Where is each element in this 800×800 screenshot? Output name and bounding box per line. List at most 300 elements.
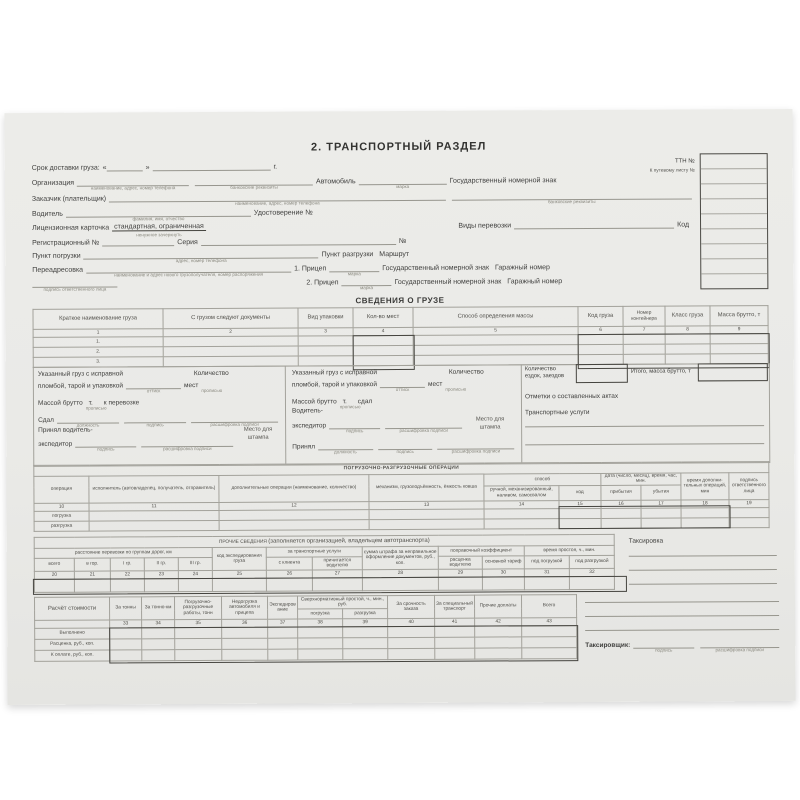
cost-cell	[110, 639, 142, 650]
ops-cell	[484, 508, 559, 518]
cost-cell	[298, 638, 343, 649]
license-card-sub: ненужное зачеркнуть	[136, 232, 182, 238]
organization-bank-field	[195, 175, 313, 190]
accept-left-expeditor-row	[38, 436, 233, 452]
waybill-no-label: К путевому листу №	[649, 168, 695, 174]
services-label: Транспортные услуги	[525, 408, 590, 416]
other-cell	[569, 576, 614, 589]
ops-cell	[641, 518, 681, 528]
license-options-text: стандартная, ограниченная	[114, 223, 204, 231]
cargo-row-3: 3.	[33, 357, 163, 368]
stamp-line1: Место для	[475, 416, 505, 423]
cargo-num: 2	[163, 328, 298, 337]
cost-num: 39	[343, 619, 388, 627]
cargo-row-1: 1.	[33, 337, 163, 348]
cost-num: 37	[268, 619, 298, 627]
accept-mid-line2: пломбой, тарой и упаковкой	[291, 380, 378, 389]
responsible-sub: подпись ответственного лица	[43, 286, 107, 292]
cost-col-extra-pay: Прочие доплаты	[474, 595, 521, 618]
trailer2-sub: марка	[360, 285, 374, 291]
cargo-cell	[353, 345, 413, 355]
trailer1-sub: марка	[347, 271, 361, 277]
operations-title: ПОГРУЗОЧНО-РАЗГРУЗОЧНЫЕ ОПЕРАЦИИ	[34, 462, 769, 477]
ttn-number-box	[700, 153, 769, 289]
cost-col-expedition: Экспедирование	[267, 596, 297, 619]
k-perevozke-label: к перевозке	[103, 398, 140, 407]
ops-col-operation: операция	[34, 476, 89, 503]
accept-left-qty: Количество	[193, 369, 229, 378]
code-label: Код	[677, 221, 690, 229]
cargo-num: 6	[578, 326, 623, 334]
cost-cell	[298, 649, 343, 660]
unload-point-label: Пункт разгрузки	[321, 251, 374, 259]
delivery-label: Срок доставки груза:	[31, 164, 100, 172]
ops-col-extra-time: время дополни- тельных операций, мин	[681, 473, 729, 500]
cost-cell	[175, 638, 222, 649]
taksirovshchik-decode-field	[700, 638, 779, 653]
cost-col-loading-works: Погрузочно-разгрузочные работы, тонн	[174, 596, 221, 619]
other-cell	[34, 579, 74, 592]
cost-cell	[222, 627, 268, 638]
route-label: Маршрут	[379, 250, 410, 259]
cargo-section-title: СВЕДЕНИЯ О ГРУЗЕ	[355, 295, 445, 306]
cargo-col-class: Класс груза	[665, 306, 710, 326]
ops-cell	[369, 519, 484, 530]
cost-cell	[435, 637, 475, 648]
sdal-label: Сдал	[38, 416, 54, 424]
ops-num: 14	[484, 500, 559, 508]
cost-cell	[268, 638, 298, 649]
other-num: 24	[178, 570, 212, 578]
sign-sub: подпись	[146, 422, 164, 428]
cost-table	[34, 594, 577, 662]
accept-left-line2: пломбой, тарой и упаковкой	[37, 381, 124, 390]
seal-sub: оттиск	[146, 388, 161, 394]
readdress-label: Переадресовка	[32, 266, 84, 274]
taksirovka-line	[629, 555, 777, 557]
garage1-label: Гаражный номер	[494, 264, 550, 272]
other-col-gr3: III гр.	[178, 557, 212, 570]
prinyal-label: Принял	[292, 442, 316, 451]
other-col-client: с клиента	[266, 557, 312, 570]
ttn-box-cell	[701, 213, 767, 228]
accept-mid-prinyal-row	[292, 438, 514, 455]
accept-left-mass-row	[37, 395, 278, 411]
ops-row-unloading: разгрузка	[34, 521, 89, 531]
ops-cell	[559, 518, 601, 528]
cargo-col-container: Номер контейнера	[623, 306, 665, 326]
cost-cell	[142, 628, 175, 639]
trailer1-field	[329, 262, 379, 277]
ops-num: 13	[369, 501, 484, 510]
ops-cell	[369, 509, 484, 520]
trips-label-1: Количество	[524, 366, 556, 373]
cost-header: Расчёт стоимости	[34, 597, 109, 620]
no-sign-label: №	[398, 237, 407, 246]
taksirovshchik-label: Таксировщик:	[585, 641, 631, 649]
other-col-total: всего	[34, 558, 74, 571]
prinyal-position-field	[318, 440, 373, 455]
cost-cell	[142, 650, 175, 661]
cost-num: 34	[142, 620, 175, 628]
taksirovka-row	[629, 533, 775, 545]
other-col-base-tariff: основной тариф	[482, 556, 524, 569]
scanned-form-page	[4, 109, 795, 705]
taksirovka-line-lower	[585, 629, 779, 631]
accept-mid-line1: Указанный груз с исправной	[291, 369, 378, 377]
gos-znak-label: Государственный номерной знак	[449, 177, 557, 185]
ttn-box-cell	[701, 154, 767, 168]
sign-sub: подпись	[97, 446, 115, 452]
other-group-services: за транспортные услуги	[266, 547, 362, 558]
cargo-cell	[665, 334, 710, 344]
auto-sub: марка	[396, 183, 410, 190]
ops-col-mechanism: механизм, грузоподъёмность, ёмкость ковша	[369, 474, 484, 501]
prinyal-decode-field	[438, 439, 515, 454]
reg-no-field	[102, 236, 174, 246]
cost-cell	[475, 648, 522, 659]
ttn-box-cell	[701, 258, 767, 273]
cost-col-tons: За тонны	[109, 597, 141, 620]
ops-group-date: дата (число, месяц), время, час, мин.	[601, 473, 681, 485]
cost-col-ton-km: За тонно-км	[141, 597, 174, 620]
cargo-num: 4	[353, 327, 413, 335]
other-title: ПРОЧИЕ СВЕДЕНИЯ	[218, 539, 267, 545]
series-label: Серия	[177, 239, 198, 247]
sign-sub: подпись	[396, 448, 414, 455]
readdress-field	[86, 263, 291, 278]
cost-cell	[343, 638, 388, 649]
stamp-place-mid	[468, 416, 512, 432]
cargo-col-code: Код груза	[578, 306, 623, 326]
ops-cell	[484, 518, 559, 528]
accept-mid-mass-row	[291, 393, 514, 410]
taksirovshchik-row	[585, 637, 779, 653]
prinyal-driver-label: Принял водитель-	[38, 426, 93, 434]
cargo-cell	[710, 334, 768, 344]
license-card-label: Лицензионная карточка	[32, 224, 110, 232]
auto-label: Автомобиль	[316, 178, 356, 186]
cargo-col-mass: Масса брутто, т	[710, 306, 768, 326]
taksirovshchik-sign-field	[633, 638, 694, 653]
series-field	[201, 235, 396, 246]
ops-cell	[89, 510, 219, 521]
delivery-term-row	[32, 159, 332, 172]
page-title: 2. ТРАНСПОРТНЫЙ РАЗДЕЛ	[310, 140, 487, 154]
responsible-sign-field	[32, 277, 117, 292]
accept-left-sdal-row	[38, 412, 278, 428]
load-point-label: Пункт погрузки	[32, 252, 81, 260]
cost-cell	[343, 649, 388, 660]
trailer2-label: 2. Прицеп	[306, 279, 339, 287]
mass-label: Массой брутто	[37, 399, 83, 407]
gos-znak1-label: Государственный номерной знак	[382, 264, 490, 273]
sign-sub: подпись	[655, 647, 673, 653]
other-group-coef: поправочный коэффициент	[438, 546, 524, 556]
ops-num: 12	[219, 501, 369, 510]
cost-num: 33	[110, 620, 142, 628]
acts-label: Отметки о составленных актах	[524, 392, 619, 400]
position-sub: должность	[334, 449, 357, 455]
ops-cell	[641, 508, 681, 518]
other-group-idle: время простоя, ч., мин.	[524, 545, 614, 555]
ops-cell	[89, 520, 219, 531]
cargo-col-docs: С грузом следуют документы	[163, 308, 298, 329]
accept-mid-line2-row	[291, 376, 514, 393]
ops-num: 19	[729, 499, 769, 507]
taksirovka-line	[629, 569, 777, 571]
decode-sub: расшифровка подписи	[451, 448, 501, 454]
reg-no-label: Регистрационный №	[32, 239, 100, 247]
driver-label: Водитель	[31, 210, 63, 218]
cost-cell	[268, 627, 298, 638]
decode-sub: расшифровка подписи	[210, 421, 259, 427]
expeditor-decode-field	[141, 437, 233, 452]
other-num: 20	[34, 571, 74, 579]
other-cell	[178, 578, 212, 591]
other-num: 28	[362, 569, 438, 577]
taksirovka-label: Таксировка	[628, 537, 664, 545]
taksirovka-line-lower	[585, 615, 779, 617]
license-card-options	[112, 223, 206, 238]
other-col-idle-load: под погрузкой	[524, 556, 569, 569]
quote-open: «	[102, 164, 107, 172]
cost-col-underload: Недогрузка автомобиля и прицепа	[221, 596, 267, 619]
cargo-num: 3	[298, 328, 353, 336]
gos-znak2-label: Государственный номерной знак	[394, 278, 502, 287]
decode-sub: расшифровка подписи	[163, 445, 212, 452]
stamp-line1: Место для	[243, 426, 273, 433]
mass-label-mid: Массой брутто	[291, 397, 337, 406]
other-col-idle-unload: под разгрузкой	[569, 555, 614, 568]
cost-cell	[475, 637, 522, 648]
accept-left-line2-row	[37, 378, 278, 394]
trips-label-2: ездок, заездов	[524, 373, 565, 380]
other-num: 26	[266, 570, 312, 578]
trailer1-label: 1. Прицеп	[294, 265, 327, 273]
cost-cell	[435, 648, 475, 659]
bank-sub: банковские реквизиты	[230, 184, 278, 190]
ton-label-mid: т.	[342, 397, 347, 405]
license-no-label: Удостоверение №	[253, 209, 313, 217]
cost-cell	[268, 649, 298, 660]
stamp-line2: штампа	[247, 434, 269, 441]
other-cell	[524, 577, 569, 590]
transport-kinds-label: Виды перевозки	[458, 222, 512, 230]
ops-num: 10	[34, 503, 89, 511]
other-cell	[110, 579, 144, 592]
customer-bank-field	[452, 189, 692, 205]
cost-num: 35	[175, 619, 222, 627]
expeditor-decode-field-mid	[385, 419, 462, 434]
customer-sub: наименование, адрес, номер телефона	[235, 200, 320, 206]
cargo-col-places: Кол-во мест	[353, 307, 413, 327]
other-col-city: в гор.	[74, 558, 110, 571]
cost-num: 42	[475, 618, 522, 626]
cost-cell	[343, 627, 388, 638]
ops-cell	[559, 508, 601, 518]
organization-sub: наименование, адрес, номер телефона	[90, 185, 176, 191]
ton-label: т.	[88, 399, 93, 407]
other-col-driver-due: причитается водителю	[312, 557, 362, 570]
customer-bank-sub: банковские реквизиты	[547, 198, 596, 205]
other-num: 25	[212, 570, 266, 578]
ops-cell	[681, 517, 729, 527]
other-cell	[74, 579, 110, 592]
ops-cell	[219, 519, 369, 530]
trailer2-row	[32, 273, 692, 292]
delivery-month-field	[152, 161, 270, 172]
cargo-cell	[578, 344, 623, 354]
cost-cell	[110, 628, 142, 639]
trailer2-field	[342, 276, 392, 291]
driver-dash-label: Водитель-	[292, 407, 323, 415]
position-sub: должность	[76, 422, 100, 428]
other-cell	[312, 578, 362, 591]
seal-field	[126, 379, 181, 394]
cargo-cell	[298, 346, 353, 356]
organization-field	[77, 176, 189, 191]
other-col-gr1: I гр.	[110, 558, 144, 571]
cost-col-idle-unload: разгрузка	[343, 609, 388, 619]
load-point-field	[84, 248, 319, 264]
other-col-gr2: II гр.	[144, 558, 178, 571]
customer-field	[109, 191, 446, 206]
load-point-sub: адрес, номер телефона	[175, 257, 227, 264]
cargo-cell	[623, 344, 665, 354]
other-num: 32	[569, 568, 614, 576]
other-cell	[266, 578, 312, 591]
ops-cell	[729, 517, 769, 527]
garage2-label: Гаражный номер	[507, 278, 563, 286]
cost-col-urgency: За срочность заказа	[387, 595, 434, 618]
cost-cell	[522, 648, 577, 659]
cargo-cell	[353, 335, 413, 345]
taksirovka-line-lower	[585, 601, 779, 603]
cargo-table	[32, 305, 768, 368]
cost-col-total: Всего	[521, 595, 576, 618]
cost-cell	[110, 650, 142, 661]
cargo-col-massmethod: Способ определения массы	[413, 307, 578, 328]
other-num: 22	[110, 571, 144, 579]
ttn-box-cell	[701, 168, 767, 183]
cost-row-payable: К оплате, руб., коп.	[35, 650, 110, 661]
ttn-box-cell	[701, 198, 767, 213]
ops-num: 17	[641, 500, 681, 508]
sdal-small-label: сдал	[357, 397, 373, 405]
cost-num: 40	[388, 618, 435, 626]
cost-num: 41	[435, 618, 475, 626]
accept-mid-expeditor-row	[292, 418, 462, 434]
accept-mid-qty: Количество	[448, 368, 484, 376]
readdress-trailer1-row	[32, 259, 692, 278]
load-points-row	[32, 245, 692, 264]
other-num: 21	[74, 571, 110, 579]
organization-label: Организация	[31, 179, 75, 187]
cargo-num: 7	[623, 326, 665, 334]
cargo-num: 1	[33, 329, 163, 338]
ops-cell	[601, 518, 641, 528]
quote-close: »	[145, 164, 150, 172]
other-cell	[212, 578, 266, 591]
cost-cell	[175, 649, 222, 660]
auto-field	[359, 175, 447, 190]
cost-cell	[222, 638, 268, 649]
acts-row	[525, 388, 764, 400]
cost-row-rate: Расценка, руб., коп.	[35, 639, 110, 650]
mest-label: мест	[184, 381, 199, 389]
license-card-row	[32, 217, 692, 238]
cargo-cell	[665, 344, 710, 354]
cost-cell	[435, 626, 475, 637]
sdal-sign-field	[124, 413, 186, 428]
cost-cell	[522, 637, 577, 648]
cargo-cell	[710, 344, 768, 354]
sign-sub: подпись	[346, 428, 364, 434]
total-mass-label: Итого, масса брутто, т	[630, 368, 691, 375]
ops-cell	[729, 507, 769, 517]
seal-sub: оттиск	[395, 386, 410, 393]
ttn-no-label: ТТН №	[674, 158, 695, 165]
ttn-box-cell	[701, 228, 767, 243]
ops-col-method: ручной, механизированный, наливом, самосвалом	[484, 485, 559, 500]
cost-row-done: Выполнено	[35, 628, 110, 639]
other-col-fine: сумма штрафа за неправильное оформление документов, руб., коп.	[362, 546, 438, 569]
other-num: 23	[144, 571, 178, 579]
cargo-num: 8	[665, 326, 710, 334]
ops-col-extra: дополнительные операции (наименование, количество)	[219, 475, 369, 503]
cost-cell	[298, 627, 343, 638]
cost-cell	[175, 627, 222, 638]
other-num: 30	[482, 569, 524, 577]
other-subtitle: (заполняется организацией, владельцем автотранспорта)	[268, 537, 430, 545]
sdal-decode-field	[191, 413, 278, 427]
ops-num: 15	[559, 500, 601, 508]
cargo-row-2: 2.	[33, 347, 163, 358]
cost-cell	[142, 639, 175, 650]
prinyal-sign-field	[378, 440, 433, 455]
driver-sub: фамилия, имя, отчество	[132, 216, 185, 222]
other-num: 31	[524, 569, 569, 577]
year-suffix: г.	[273, 163, 278, 171]
cargo-col-name: Краткое наименование груза	[33, 309, 163, 330]
expeditor-label-mid: экспедитор	[292, 421, 327, 430]
other-col-expedition-code: код экспедирования груза	[212, 547, 266, 570]
seal-field-mid	[380, 378, 425, 393]
cargo-col-pack: Вид упаковки	[298, 308, 353, 328]
cost-cell	[388, 648, 435, 659]
ops-num: 18	[681, 499, 729, 507]
cost-col-special: За специальный транспорт	[434, 595, 474, 618]
cargo-cell	[163, 346, 298, 357]
cargo-num: 9	[710, 326, 768, 334]
delivery-day-field	[107, 161, 143, 171]
cargo-cell	[578, 334, 623, 344]
cost-col-idle-load: погрузка	[298, 609, 343, 619]
ops-col-code: код	[559, 485, 601, 500]
other-cell	[438, 577, 482, 590]
transport-kinds-field	[514, 219, 674, 230]
expeditor-sign-field-mid	[329, 419, 380, 434]
other-group-distance: расстояние перевозки по группам дорог, км	[34, 547, 212, 558]
stamp-line2: штампа	[479, 424, 501, 431]
other-info-table	[34, 534, 615, 593]
operations-table	[33, 461, 769, 532]
readdress-sub: наименование и адрес нового грузополучателя, номер распоряжения	[114, 271, 264, 278]
ops-col-departure: убытия	[641, 485, 681, 500]
ttn-box-cell	[701, 273, 767, 288]
stamp-place-left	[236, 427, 280, 443]
